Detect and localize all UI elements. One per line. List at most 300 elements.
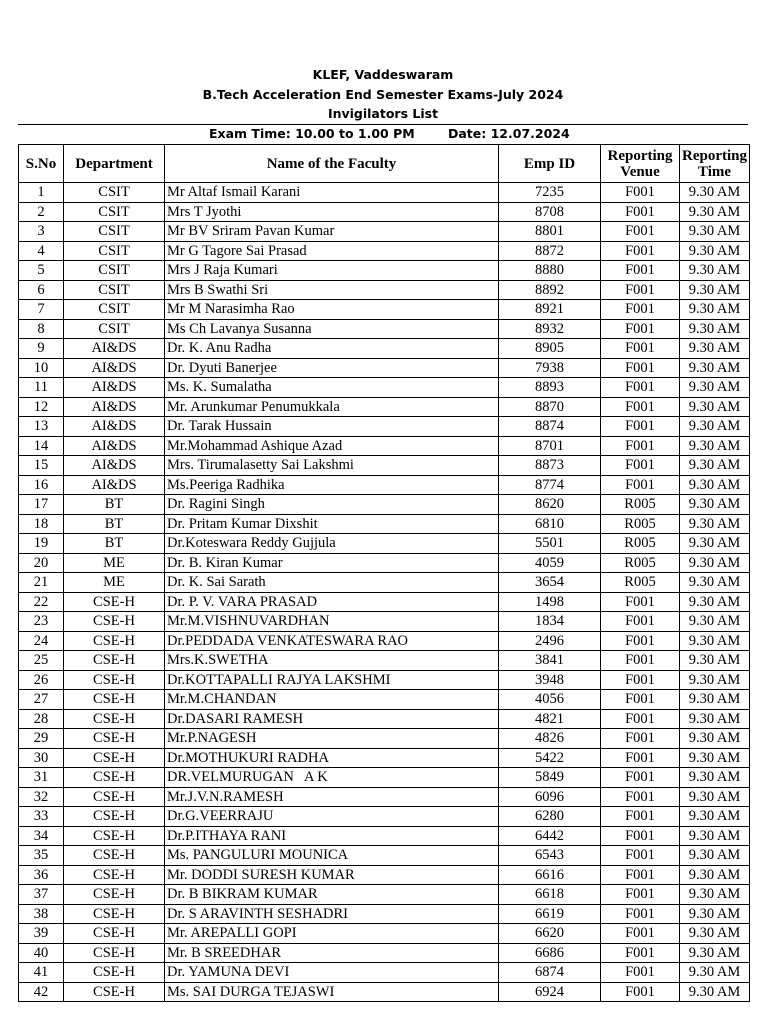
cell-reporting-time: 9.30 AM bbox=[680, 202, 750, 222]
cell-department: AI&DS bbox=[64, 378, 165, 398]
cell-reporting-venue: F001 bbox=[601, 378, 680, 398]
table-row bbox=[19, 495, 750, 515]
cell-reporting-venue: F001 bbox=[601, 280, 680, 300]
table-row bbox=[19, 729, 750, 749]
table-row bbox=[19, 846, 750, 866]
cell-reporting-venue: F001 bbox=[601, 183, 680, 203]
cell-emp-id: 6924 bbox=[499, 982, 601, 1002]
cell-reporting-time: 9.30 AM bbox=[680, 651, 750, 671]
cell-faculty-name: Dr.PEDDADA VENKATESWARA RAO bbox=[165, 631, 499, 651]
cell-department: ME bbox=[64, 553, 165, 573]
cell-emp-id: 6686 bbox=[499, 943, 601, 963]
cell-emp-id: 8774 bbox=[499, 475, 601, 495]
table-row bbox=[19, 768, 750, 788]
cell-reporting-time: 9.30 AM bbox=[680, 846, 750, 866]
table-row bbox=[19, 222, 750, 242]
cell-department: CSE-H bbox=[64, 670, 165, 690]
cell-reporting-time: 9.30 AM bbox=[680, 300, 750, 320]
cell-sno: 18 bbox=[19, 514, 64, 534]
cell-faculty-name: Ms. PANGULURI MOUNICA bbox=[165, 846, 499, 866]
cell-reporting-venue: F001 bbox=[601, 222, 680, 242]
cell-sno: 38 bbox=[19, 904, 64, 924]
cell-reporting-venue: F001 bbox=[601, 651, 680, 671]
cell-faculty-name: Dr. B BIKRAM KUMAR bbox=[165, 885, 499, 905]
cell-reporting-time: 9.30 AM bbox=[680, 436, 750, 456]
cell-sno: 13 bbox=[19, 417, 64, 437]
cell-emp-id: 8892 bbox=[499, 280, 601, 300]
cell-reporting-venue: F001 bbox=[601, 319, 680, 339]
cell-sno: 31 bbox=[19, 768, 64, 788]
cell-reporting-time: 9.30 AM bbox=[680, 358, 750, 378]
table-row bbox=[19, 885, 750, 905]
table-row bbox=[19, 904, 750, 924]
cell-reporting-venue: F001 bbox=[601, 709, 680, 729]
cell-faculty-name: Mr G Tagore Sai Prasad bbox=[165, 241, 499, 261]
table-row bbox=[19, 748, 750, 768]
cell-emp-id: 6442 bbox=[499, 826, 601, 846]
cell-faculty-name: Mr. DODDI SURESH KUMAR bbox=[165, 865, 499, 885]
cell-emp-id: 1834 bbox=[499, 612, 601, 632]
cell-emp-id: 4826 bbox=[499, 729, 601, 749]
cell-emp-id: 6280 bbox=[499, 807, 601, 827]
cell-reporting-venue: R005 bbox=[601, 534, 680, 554]
cell-sno: 10 bbox=[19, 358, 64, 378]
cell-sno: 3 bbox=[19, 222, 64, 242]
cell-emp-id: 6618 bbox=[499, 885, 601, 905]
column-header-reporting-time: Reporting Time bbox=[680, 145, 750, 183]
table-row bbox=[19, 339, 750, 359]
cell-faculty-name: Mr.M.VISHNUVARDHAN bbox=[165, 612, 499, 632]
cell-department: CSE-H bbox=[64, 651, 165, 671]
cell-faculty-name: Dr. Ragini Singh bbox=[165, 495, 499, 515]
cell-sno: 1 bbox=[19, 183, 64, 203]
cell-sno: 7 bbox=[19, 300, 64, 320]
cell-sno: 33 bbox=[19, 807, 64, 827]
cell-faculty-name: Dr. Pritam Kumar Dixshit bbox=[165, 514, 499, 534]
table-row bbox=[19, 787, 750, 807]
cell-department: CSE-H bbox=[64, 982, 165, 1002]
cell-sno: 20 bbox=[19, 553, 64, 573]
cell-sno: 23 bbox=[19, 612, 64, 632]
table-row bbox=[19, 709, 750, 729]
cell-sno: 16 bbox=[19, 475, 64, 495]
cell-department: CSIT bbox=[64, 241, 165, 261]
cell-sno: 24 bbox=[19, 631, 64, 651]
cell-department: CSIT bbox=[64, 183, 165, 203]
table-row bbox=[19, 651, 750, 671]
cell-department: CSE-H bbox=[64, 709, 165, 729]
cell-reporting-venue: F001 bbox=[601, 904, 680, 924]
cell-reporting-venue: F001 bbox=[601, 865, 680, 885]
cell-emp-id: 8921 bbox=[499, 300, 601, 320]
cell-reporting-time: 9.30 AM bbox=[680, 748, 750, 768]
cell-sno: 40 bbox=[19, 943, 64, 963]
cell-department: CSIT bbox=[64, 261, 165, 281]
cell-reporting-time: 9.30 AM bbox=[680, 729, 750, 749]
cell-reporting-time: 9.30 AM bbox=[680, 904, 750, 924]
cell-emp-id: 8932 bbox=[499, 319, 601, 339]
cell-faculty-name: Mr M Narasimha Rao bbox=[165, 300, 499, 320]
cell-reporting-venue: F001 bbox=[601, 261, 680, 281]
cell-reporting-time: 9.30 AM bbox=[680, 339, 750, 359]
cell-reporting-venue: F001 bbox=[601, 963, 680, 983]
cell-sno: 2 bbox=[19, 202, 64, 222]
cell-sno: 11 bbox=[19, 378, 64, 398]
cell-department: CSE-H bbox=[64, 846, 165, 866]
list-title: Invigilators List bbox=[327, 106, 439, 121]
cell-department: CSE-H bbox=[64, 768, 165, 788]
exam-title: B.Tech Acceleration End Semester Exams-July 2024 bbox=[202, 87, 564, 102]
cell-department: CSE-H bbox=[64, 943, 165, 963]
cell-reporting-venue: F001 bbox=[601, 826, 680, 846]
column-header-emp-id: Emp ID bbox=[499, 145, 601, 183]
table-row bbox=[19, 202, 750, 222]
table-row bbox=[19, 300, 750, 320]
cell-department: CSIT bbox=[64, 300, 165, 320]
table-row bbox=[19, 417, 750, 437]
cell-faculty-name: Mr.M.CHANDAN bbox=[165, 690, 499, 710]
cell-emp-id: 8801 bbox=[499, 222, 601, 242]
table-row bbox=[19, 924, 750, 944]
cell-emp-id: 5501 bbox=[499, 534, 601, 554]
cell-faculty-name: Dr. S ARAVINTH SESHADRI bbox=[165, 904, 499, 924]
cell-reporting-time: 9.30 AM bbox=[680, 885, 750, 905]
cell-emp-id: 4821 bbox=[499, 709, 601, 729]
table-row bbox=[19, 963, 750, 983]
cell-sno: 25 bbox=[19, 651, 64, 671]
cell-sno: 9 bbox=[19, 339, 64, 359]
cell-reporting-time: 9.30 AM bbox=[680, 690, 750, 710]
cell-sno: 34 bbox=[19, 826, 64, 846]
cell-faculty-name: Dr.MOTHUKURI RADHA bbox=[165, 748, 499, 768]
cell-sno: 8 bbox=[19, 319, 64, 339]
cell-faculty-name: Mrs B Swathi Sri bbox=[165, 280, 499, 300]
cell-emp-id: 7235 bbox=[499, 183, 601, 203]
cell-emp-id: 1498 bbox=[499, 592, 601, 612]
cell-reporting-venue: R005 bbox=[601, 573, 680, 593]
cell-emp-id: 8870 bbox=[499, 397, 601, 417]
cell-reporting-venue: F001 bbox=[601, 612, 680, 632]
cell-emp-id: 8872 bbox=[499, 241, 601, 261]
cell-sno: 5 bbox=[19, 261, 64, 281]
cell-reporting-venue: F001 bbox=[601, 846, 680, 866]
cell-department: ME bbox=[64, 573, 165, 593]
cell-sno: 32 bbox=[19, 787, 64, 807]
cell-sno: 42 bbox=[19, 982, 64, 1002]
invigilators-table bbox=[18, 144, 750, 1002]
cell-reporting-time: 9.30 AM bbox=[680, 241, 750, 261]
table-row bbox=[19, 475, 750, 495]
cell-reporting-time: 9.30 AM bbox=[680, 865, 750, 885]
cell-emp-id: 6874 bbox=[499, 963, 601, 983]
cell-reporting-venue: F001 bbox=[601, 358, 680, 378]
cell-department: AI&DS bbox=[64, 436, 165, 456]
cell-reporting-venue: F001 bbox=[601, 729, 680, 749]
cell-emp-id: 6810 bbox=[499, 514, 601, 534]
cell-reporting-time: 9.30 AM bbox=[680, 514, 750, 534]
cell-department: AI&DS bbox=[64, 456, 165, 476]
cell-sno: 22 bbox=[19, 592, 64, 612]
cell-faculty-name: Dr. Tarak Hussain bbox=[165, 417, 499, 437]
cell-faculty-name: Dr.Koteswara Reddy Gujjula bbox=[165, 534, 499, 554]
cell-department: CSIT bbox=[64, 319, 165, 339]
cell-department: CSIT bbox=[64, 280, 165, 300]
cell-department: AI&DS bbox=[64, 397, 165, 417]
cell-faculty-name: Mr. B SREEDHAR bbox=[165, 943, 499, 963]
cell-department: BT bbox=[64, 514, 165, 534]
cell-department: BT bbox=[64, 534, 165, 554]
cell-reporting-time: 9.30 AM bbox=[680, 768, 750, 788]
cell-sno: 4 bbox=[19, 241, 64, 261]
cell-sno: 14 bbox=[19, 436, 64, 456]
cell-reporting-time: 9.30 AM bbox=[680, 534, 750, 554]
cell-emp-id: 3841 bbox=[499, 651, 601, 671]
cell-faculty-name: Dr. P. V. VARA PRASAD bbox=[165, 592, 499, 612]
cell-department: BT bbox=[64, 495, 165, 515]
cell-department: CSE-H bbox=[64, 592, 165, 612]
cell-department: CSE-H bbox=[64, 865, 165, 885]
cell-emp-id: 8880 bbox=[499, 261, 601, 281]
cell-sno: 35 bbox=[19, 846, 64, 866]
cell-reporting-venue: F001 bbox=[601, 807, 680, 827]
cell-reporting-time: 9.30 AM bbox=[680, 943, 750, 963]
cell-emp-id: 6619 bbox=[499, 904, 601, 924]
cell-reporting-time: 9.30 AM bbox=[680, 222, 750, 242]
cell-department: CSE-H bbox=[64, 631, 165, 651]
cell-sno: 6 bbox=[19, 280, 64, 300]
cell-emp-id: 2496 bbox=[499, 631, 601, 651]
cell-reporting-venue: F001 bbox=[601, 690, 680, 710]
cell-department: CSE-H bbox=[64, 690, 165, 710]
cell-sno: 30 bbox=[19, 748, 64, 768]
cell-reporting-time: 9.30 AM bbox=[680, 924, 750, 944]
table-body bbox=[19, 183, 750, 1002]
cell-reporting-venue: F001 bbox=[601, 417, 680, 437]
cell-faculty-name: Mr.J.V.N.RAMESH bbox=[165, 787, 499, 807]
cell-reporting-venue: F001 bbox=[601, 748, 680, 768]
cell-reporting-venue: F001 bbox=[601, 670, 680, 690]
table-row bbox=[19, 592, 750, 612]
cell-emp-id: 6620 bbox=[499, 924, 601, 944]
cell-reporting-time: 9.30 AM bbox=[680, 456, 750, 476]
cell-department: AI&DS bbox=[64, 475, 165, 495]
table-row bbox=[19, 280, 750, 300]
table-row bbox=[19, 358, 750, 378]
cell-emp-id: 8905 bbox=[499, 339, 601, 359]
table-row bbox=[19, 573, 750, 593]
cell-faculty-name: Ms.Peeriga Radhika bbox=[165, 475, 499, 495]
cell-sno: 26 bbox=[19, 670, 64, 690]
cell-reporting-time: 9.30 AM bbox=[680, 982, 750, 1002]
cell-reporting-time: 9.30 AM bbox=[680, 378, 750, 398]
cell-faculty-name: Dr. B. Kiran Kumar bbox=[165, 553, 499, 573]
cell-department: CSE-H bbox=[64, 612, 165, 632]
cell-emp-id: 3948 bbox=[499, 670, 601, 690]
cell-faculty-name: Mr.P.NAGESH bbox=[165, 729, 499, 749]
cell-sno: 12 bbox=[19, 397, 64, 417]
cell-department: CSE-H bbox=[64, 807, 165, 827]
cell-sno: 36 bbox=[19, 865, 64, 885]
cell-emp-id: 8874 bbox=[499, 417, 601, 437]
table-row bbox=[19, 631, 750, 651]
cell-reporting-venue: F001 bbox=[601, 202, 680, 222]
cell-reporting-venue: R005 bbox=[601, 514, 680, 534]
cell-sno: 29 bbox=[19, 729, 64, 749]
cell-reporting-venue: F001 bbox=[601, 982, 680, 1002]
cell-emp-id: 7938 bbox=[499, 358, 601, 378]
cell-faculty-name: Mrs.K.SWETHA bbox=[165, 651, 499, 671]
table-row bbox=[19, 183, 750, 203]
cell-reporting-venue: F001 bbox=[601, 475, 680, 495]
cell-department: CSE-H bbox=[64, 963, 165, 983]
cell-reporting-venue: F001 bbox=[601, 241, 680, 261]
cell-department: CSE-H bbox=[64, 826, 165, 846]
cell-emp-id: 6543 bbox=[499, 846, 601, 866]
cell-emp-id: 3654 bbox=[499, 573, 601, 593]
cell-reporting-venue: R005 bbox=[601, 553, 680, 573]
table-row bbox=[19, 534, 750, 554]
cell-emp-id: 6096 bbox=[499, 787, 601, 807]
table-header-row bbox=[19, 145, 750, 183]
table-row bbox=[19, 807, 750, 827]
table-row bbox=[19, 261, 750, 281]
exam-date: Date: 12.07.2024 bbox=[448, 126, 570, 141]
cell-department: AI&DS bbox=[64, 339, 165, 359]
cell-reporting-time: 9.30 AM bbox=[680, 397, 750, 417]
table-row bbox=[19, 865, 750, 885]
cell-faculty-name: Dr. YAMUNA DEVI bbox=[165, 963, 499, 983]
cell-department: CSIT bbox=[64, 202, 165, 222]
cell-reporting-venue: F001 bbox=[601, 592, 680, 612]
cell-reporting-venue: F001 bbox=[601, 924, 680, 944]
cell-faculty-name: Mr. AREPALLI GOPI bbox=[165, 924, 499, 944]
column-header-sno: S.No bbox=[19, 145, 64, 183]
cell-reporting-venue: F001 bbox=[601, 300, 680, 320]
column-header-reporting-venue: Reporting Venue bbox=[601, 145, 680, 183]
cell-faculty-name: Mr Altaf Ismail Karani bbox=[165, 183, 499, 203]
cell-faculty-name: DR.VELMURUGAN A K bbox=[165, 768, 499, 788]
cell-sno: 41 bbox=[19, 963, 64, 983]
cell-reporting-time: 9.30 AM bbox=[680, 631, 750, 651]
cell-faculty-name: Ms Ch Lavanya Susanna bbox=[165, 319, 499, 339]
cell-faculty-name: Dr.P.ITHAYA RANI bbox=[165, 826, 499, 846]
cell-faculty-name: Mr.Mohammad Ashique Azad bbox=[165, 436, 499, 456]
cell-department: CSE-H bbox=[64, 748, 165, 768]
cell-reporting-time: 9.30 AM bbox=[680, 592, 750, 612]
cell-faculty-name: Dr.DASARI RAMESH bbox=[165, 709, 499, 729]
cell-reporting-venue: F001 bbox=[601, 436, 680, 456]
cell-emp-id: 8620 bbox=[499, 495, 601, 515]
exam-time: Exam Time: 10.00 to 1.00 PM bbox=[209, 126, 415, 141]
cell-department: CSE-H bbox=[64, 904, 165, 924]
cell-reporting-time: 9.30 AM bbox=[680, 553, 750, 573]
table-row bbox=[19, 319, 750, 339]
cell-reporting-time: 9.30 AM bbox=[680, 475, 750, 495]
cell-reporting-time: 9.30 AM bbox=[680, 183, 750, 203]
cell-sno: 17 bbox=[19, 495, 64, 515]
cell-emp-id: 8701 bbox=[499, 436, 601, 456]
table-row bbox=[19, 241, 750, 261]
cell-sno: 39 bbox=[19, 924, 64, 944]
cell-sno: 27 bbox=[19, 690, 64, 710]
table-row bbox=[19, 826, 750, 846]
cell-faculty-name: Ms. K. Sumalatha bbox=[165, 378, 499, 398]
cell-emp-id: 6616 bbox=[499, 865, 601, 885]
cell-emp-id: 8893 bbox=[499, 378, 601, 398]
cell-faculty-name: Dr. K. Sai Sarath bbox=[165, 573, 499, 593]
cell-reporting-time: 9.30 AM bbox=[680, 261, 750, 281]
cell-reporting-time: 9.30 AM bbox=[680, 963, 750, 983]
cell-reporting-venue: F001 bbox=[601, 768, 680, 788]
cell-reporting-time: 9.30 AM bbox=[680, 280, 750, 300]
institution-title: KLEF, Vaddeswaram bbox=[312, 67, 454, 82]
cell-emp-id: 4056 bbox=[499, 690, 601, 710]
cell-faculty-name: Mr BV Sriram Pavan Kumar bbox=[165, 222, 499, 242]
cell-department: CSE-H bbox=[64, 787, 165, 807]
table-row bbox=[19, 456, 750, 476]
cell-faculty-name: Dr. K. Anu Radha bbox=[165, 339, 499, 359]
cell-department: AI&DS bbox=[64, 358, 165, 378]
cell-reporting-venue: F001 bbox=[601, 339, 680, 359]
cell-reporting-venue: F001 bbox=[601, 943, 680, 963]
cell-reporting-time: 9.30 AM bbox=[680, 826, 750, 846]
cell-reporting-time: 9.30 AM bbox=[680, 319, 750, 339]
cell-emp-id: 8873 bbox=[499, 456, 601, 476]
cell-department: CSE-H bbox=[64, 885, 165, 905]
table-row bbox=[19, 612, 750, 632]
cell-sno: 37 bbox=[19, 885, 64, 905]
cell-faculty-name: Mrs T Jyothi bbox=[165, 202, 499, 222]
cell-emp-id: 5849 bbox=[499, 768, 601, 788]
cell-department: CSIT bbox=[64, 222, 165, 242]
cell-sno: 19 bbox=[19, 534, 64, 554]
table-row bbox=[19, 514, 750, 534]
cell-faculty-name: Dr. Dyuti Banerjee bbox=[165, 358, 499, 378]
cell-emp-id: 5422 bbox=[499, 748, 601, 768]
cell-reporting-venue: F001 bbox=[601, 885, 680, 905]
column-header-faculty-name: Name of the Faculty bbox=[165, 145, 499, 183]
cell-reporting-time: 9.30 AM bbox=[680, 417, 750, 437]
column-header-department: Department bbox=[64, 145, 165, 183]
table-row bbox=[19, 378, 750, 398]
table-row bbox=[19, 982, 750, 1002]
cell-reporting-time: 9.30 AM bbox=[680, 709, 750, 729]
table-row bbox=[19, 690, 750, 710]
cell-department: CSE-H bbox=[64, 924, 165, 944]
cell-reporting-time: 9.30 AM bbox=[680, 787, 750, 807]
cell-faculty-name: Ms. SAI DURGA TEJASWI bbox=[165, 982, 499, 1002]
cell-reporting-venue: F001 bbox=[601, 631, 680, 651]
cell-emp-id: 8708 bbox=[499, 202, 601, 222]
cell-department: AI&DS bbox=[64, 417, 165, 437]
cell-reporting-venue: F001 bbox=[601, 397, 680, 417]
cell-reporting-time: 9.30 AM bbox=[680, 495, 750, 515]
cell-sno: 15 bbox=[19, 456, 64, 476]
cell-reporting-time: 9.30 AM bbox=[680, 670, 750, 690]
cell-faculty-name: Dr.KOTTAPALLI RAJYA LAKSHMI bbox=[165, 670, 499, 690]
cell-sno: 21 bbox=[19, 573, 64, 593]
cell-reporting-venue: F001 bbox=[601, 456, 680, 476]
table-row bbox=[19, 670, 750, 690]
table-row bbox=[19, 397, 750, 417]
cell-reporting-venue: R005 bbox=[601, 495, 680, 515]
header-divider bbox=[18, 124, 748, 125]
cell-faculty-name: Mrs J Raja Kumari bbox=[165, 261, 499, 281]
cell-reporting-venue: F001 bbox=[601, 787, 680, 807]
table-row bbox=[19, 436, 750, 456]
cell-reporting-time: 9.30 AM bbox=[680, 573, 750, 593]
cell-reporting-time: 9.30 AM bbox=[680, 612, 750, 632]
